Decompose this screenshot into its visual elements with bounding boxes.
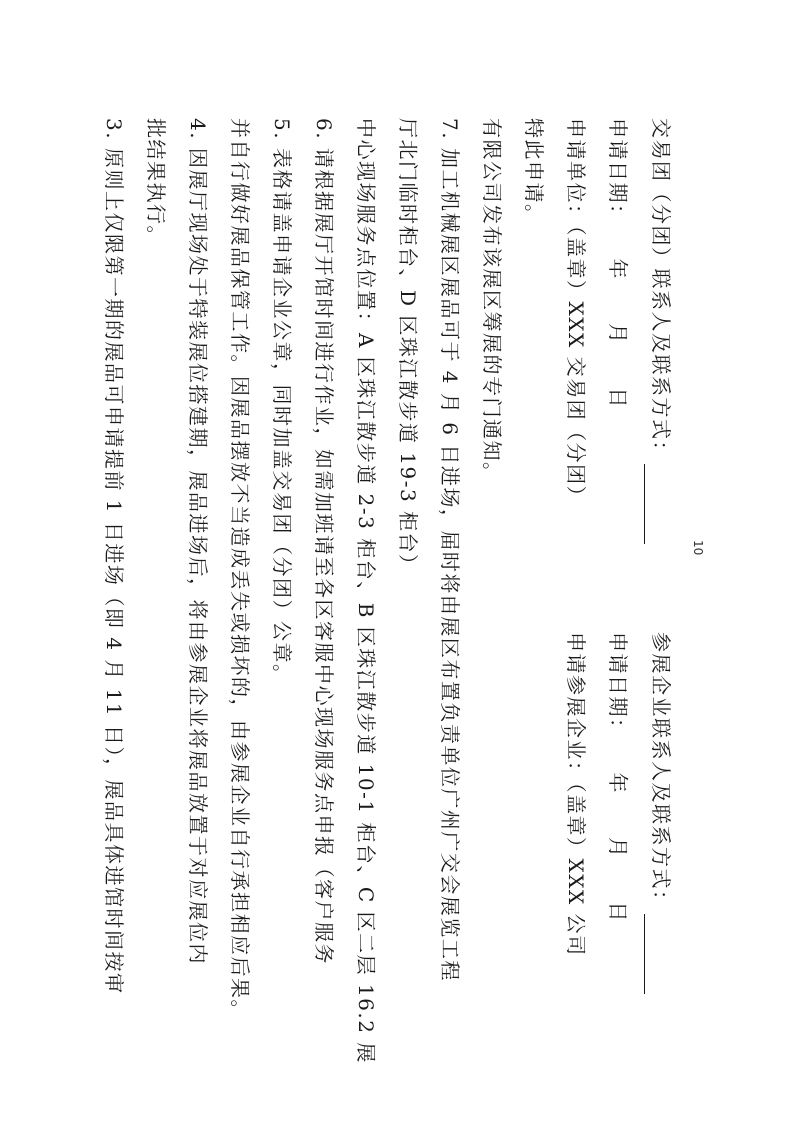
application-date-line: 申请日期： 年 月 日 [606, 118, 630, 409]
paragraph-6-line-3: 厅北门临时柜台、D 区珠江散步道 19-3 柜台） [396, 118, 420, 576]
exhibitor-unit-line: 申请参展企业：（盖章）XXX 公司 [564, 632, 588, 957]
exhibitor-contact-line [644, 632, 677, 994]
paragraph-6-line-1: 6. 请根据展厅开馆时间进行作业，如需加班请至各区客服中心现场服务点申报（客户服务 [312, 118, 336, 965]
exhibitor-contact-label: 参展企业联系人及联系方式： [649, 632, 673, 912]
paragraph-3-line-1: 3. 原则上仅限第一期的展品可申请提前 1 日进场（即 4 月 11 日），展品具体进馆时间按审 [102, 118, 126, 995]
paragraph-4-line-1: 4. 因展厅现场处于特装展位搭建期，展品进场后，将由参展企业将展品放置于对应展位内 [186, 118, 210, 965]
delegation-contact-blank[interactable] [644, 464, 677, 544]
paragraph-7-line-1: 7. 加工机械展区展品可于 4 月 6 日进场，届时将由展区布置负责单位广州广交会展览工程 [438, 118, 462, 982]
paragraph-3-line-2: 批结果执行。 [144, 118, 168, 247]
paragraph-5: 5. 表格请盖申请企业公章，同时加盖交易团（分团）公章。 [270, 118, 294, 686]
paragraph-4-line-2: 并自行做好展品保管工作。因展品摆放不当造成丢失或损坏的，由参展企业自行承担相应后果。 [228, 118, 252, 1021]
exhibitor-contact-blank[interactable] [644, 914, 677, 994]
delegation-contact-line [644, 118, 677, 544]
exhibitor-date-line: 申请日期： 年 月 日 [606, 632, 630, 923]
closing-line: 特此申请。 [522, 118, 546, 226]
applicant-unit-line: 申请单位：（盖章）XXX 交易团（分团） [564, 118, 588, 508]
paragraph-7-line-2: 有限公司发布该展区筹展的专门通知。 [480, 118, 504, 484]
paragraph-6-line-2: 中心现场服务点位置：A 区珠江散步道 2-3 柜台、B 区珠江散步道 10-1 柜台、C 区二层 16.2 展 [354, 118, 378, 1064]
page-number: 10 [691, 540, 705, 556]
delegation-contact-label: 交易团（分团）联系人及联系方式： [649, 118, 673, 462]
